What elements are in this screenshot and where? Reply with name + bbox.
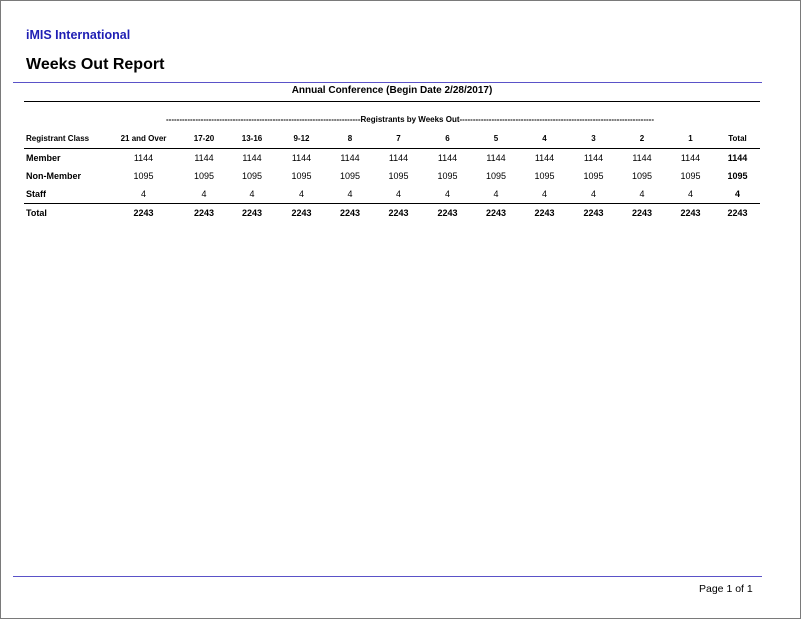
count-cell: 4 [140,189,146,199]
count-cell: 1095 [388,171,409,181]
table-row [24,149,760,168]
column-header: 5 [472,128,520,149]
count-cell: 4 [687,189,693,199]
count-cell: 4 [201,189,207,199]
grand-total-cell: 2243 [715,204,760,223]
count-cell: 4 [590,189,596,199]
column-header: 13-16 [227,128,277,149]
column-header: 21 and Over [106,128,181,149]
row-total-cell: 1144 [727,153,748,163]
header-divider [13,82,762,83]
totals-label-cell: Total [24,204,106,223]
count-cell: 4 [639,189,645,199]
column-header: 2 [618,128,666,149]
registrant-class-cell: Member [26,153,61,163]
count-cell: 1144 [437,153,458,163]
count-cell: 1144 [194,153,214,163]
table-row [24,185,760,204]
weeks-out-table [24,128,760,222]
total-count-cell: 2243 [374,204,423,223]
row-total-cell: 1095 [727,171,748,181]
total-count-cell: 2243 [618,204,666,223]
total-count-cell: 2243 [423,204,472,223]
count-cell: 1144 [632,153,652,163]
count-cell: 1095 [631,171,653,181]
count-cell: 1144 [388,153,409,163]
column-header-row [24,128,760,149]
count-cell: 1144 [340,153,360,163]
total-count-cell: 2243 [666,204,715,223]
totals-row [24,204,760,223]
count-cell: 1144 [534,153,555,163]
weeks-out-group-header [139,115,681,124]
table-row [24,167,760,185]
total-count-cell: 2243 [326,204,374,223]
count-cell: 1095 [485,171,507,181]
row-total-cell: 4 [734,189,740,199]
count-cell: 1095 [583,171,604,181]
column-header: 17-20 [181,128,227,149]
count-cell: 1095 [339,171,361,181]
count-cell: 1095 [193,171,215,181]
total-count-cell: 2243 [472,204,520,223]
count-cell: 4 [444,189,450,199]
group-dash-left: ------------------------------------------------------------------------- [166,115,361,124]
column-header: 6 [423,128,472,149]
organization-name: iMIS International [26,28,131,42]
total-count-cell: 2243 [569,204,618,223]
count-cell: 1144 [486,153,506,163]
total-count-cell: 2243 [277,204,326,223]
count-cell: 1095 [534,171,555,181]
count-cell: 4 [541,189,547,199]
page-number: Page 1 of 1 [699,583,753,595]
count-cell: 4 [347,189,353,199]
column-header: Registrant Class [24,128,106,149]
count-cell: 1095 [291,171,312,181]
count-cell: 4 [493,189,499,199]
column-header: 4 [520,128,569,149]
total-count-cell: 2243 [520,204,569,223]
count-cell: 1144 [133,153,154,163]
column-header: 9-12 [277,128,326,149]
conference-header: Annual Conference (Begin Date 2/28/2017) [291,85,493,96]
count-cell: 1144 [242,153,262,163]
count-cell: 1095 [437,171,458,181]
count-cell: 1144 [583,153,604,163]
total-count-cell: 2243 [106,204,181,223]
group-header-label: Registrants by Weeks Out [360,115,460,124]
count-cell: 4 [298,189,304,199]
column-header: 7 [374,128,423,149]
report-title: Weeks Out Report [26,56,165,73]
registrant-class-cell: Staff [26,189,46,199]
column-header: 1 [666,128,715,149]
count-cell: 4 [249,189,255,199]
count-cell: 1095 [241,171,263,181]
count-cell: 1144 [680,153,701,163]
total-count-cell: 2243 [227,204,277,223]
count-cell: 1144 [291,153,312,163]
column-header: 8 [326,128,374,149]
conference-divider [24,101,760,102]
footer-divider [13,576,762,577]
column-header: 3 [569,128,618,149]
registrant-class-cell: Non-Member [26,171,82,181]
column-header: Total [715,128,760,149]
group-dash-right: ------------------------------------------------------------------------- [459,115,654,124]
count-cell: 1095 [133,171,154,181]
total-count-cell: 2243 [181,204,227,223]
count-cell: 1095 [680,171,701,181]
count-cell: 4 [395,189,401,199]
